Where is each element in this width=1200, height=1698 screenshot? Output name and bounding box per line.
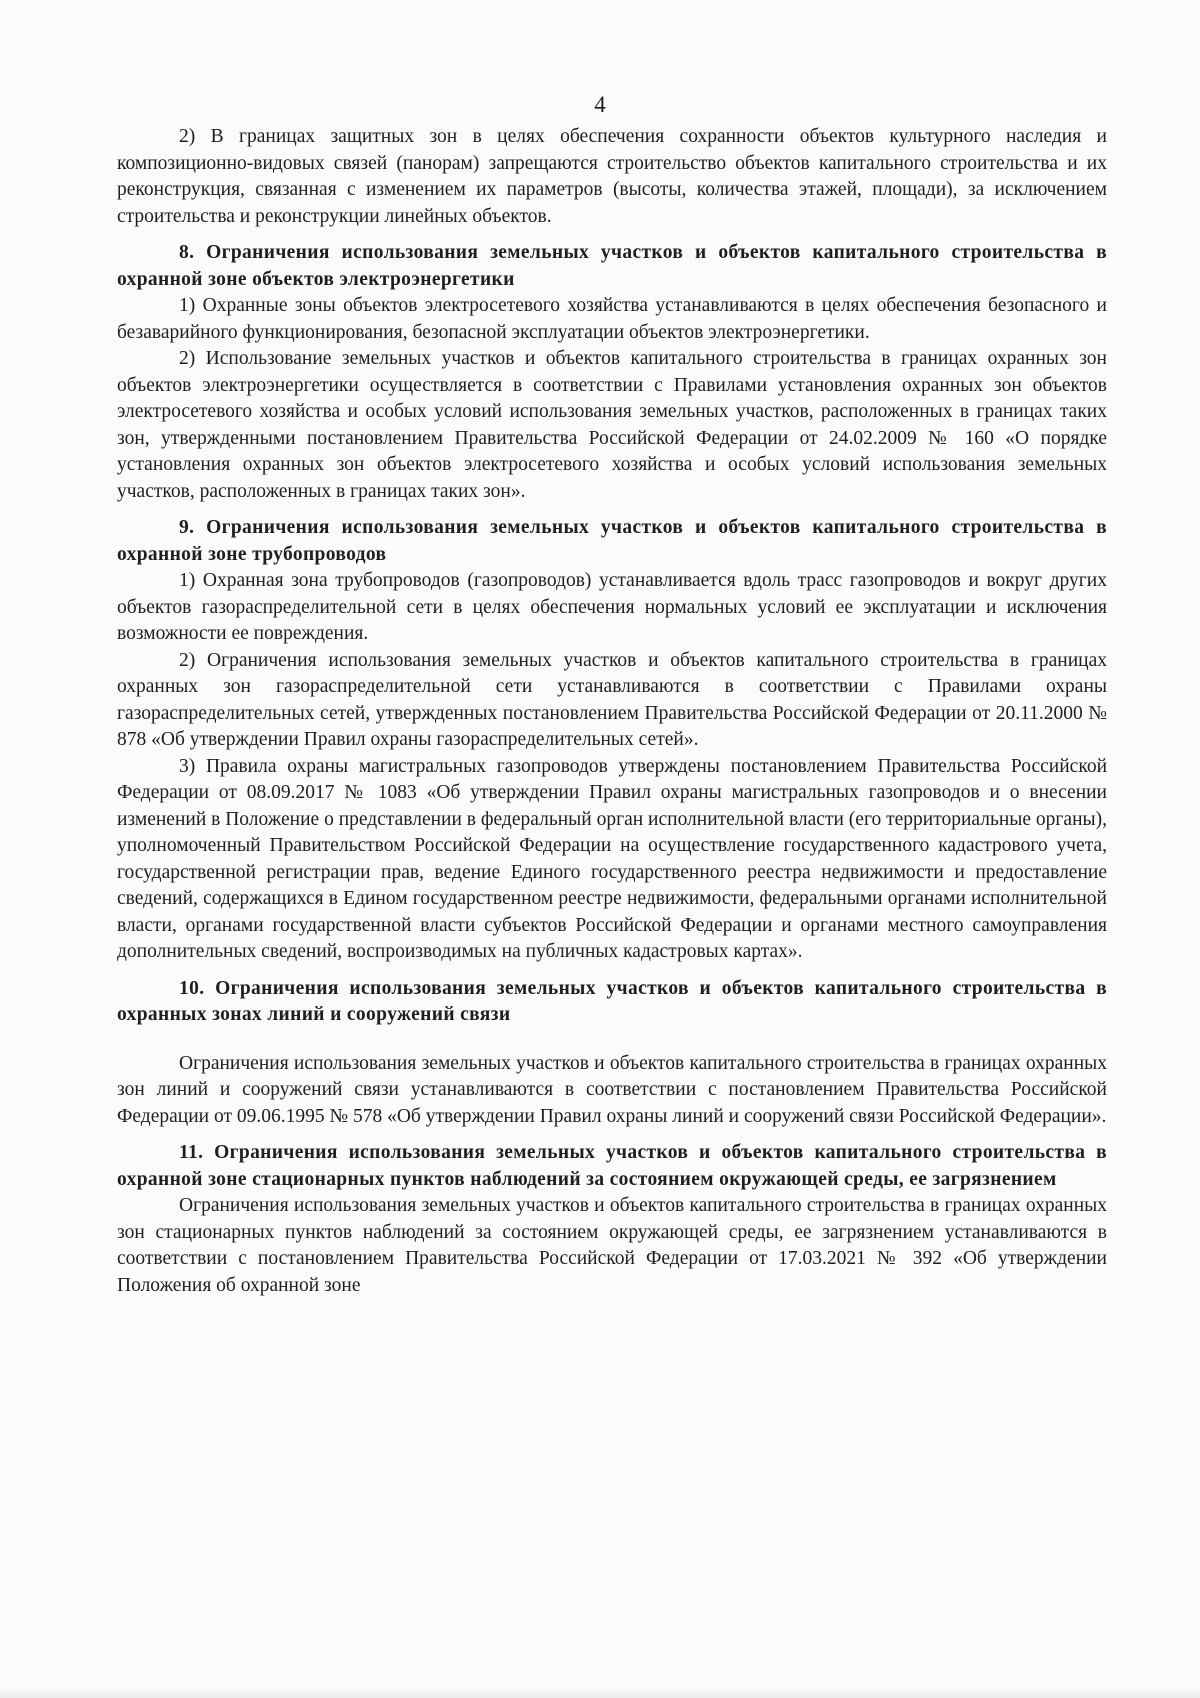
section-10-paragraph-1: Ограничения использования земельных участков и объектов капитального строительства в границах охранных зон линий и сооружений связи устанавливаются в соответствии с постановлением Правительства Российской Федерации от 09.06.1995 № 578 «Об утверждении Правил охраны линий и сооружений связи Российской Федерации». xyxy=(117,1052,1107,1127)
section-9-paragraph-1: 1) Охранная зона трубопроводов (газопроводов) устанавливается вдоль трасс газопроводов и вокруг других объектов газораспределительной сети в целях обеспечения нормальных условий ее эксплуатации и исключения возможности ее повреждения. xyxy=(117,570,1107,644)
section-8-paragraph-1: 1) Охранные зоны объектов электросетевого хозяйства устанавливаются в целях обеспечения безопасного и безаварийного функционирования, безопасной эксплуатации объектов электроэнергетики. xyxy=(117,295,1107,343)
scan-bottom-edge xyxy=(0,1690,1200,1698)
section-9-heading: 9. Ограничения использования земельных участков и объектов капитального строительства в охранной зоне трубопроводов xyxy=(117,517,1107,565)
document-body xyxy=(117,124,1107,1299)
section-9-paragraph-2: 2) Ограничения использования земельных участков и объектов капитального строительства в границах охранных зон газораспределительной сети устанавливаются в соответствии с Правилами охраны газораспределительных сетей, утвержденных постановлением Правительства Российской Федерации от 20.11.2000 № 878 «Об утверждении Правил охраны газораспределительных сетей». xyxy=(117,649,1107,750)
intro-paragraph: 2) В границах защитных зон в целях обеспечения сохранности объектов культурного наследия и композиционно-видовых связей (панорам) запрещаются строительство объектов капитального строительства и их реконструкция, связанная с изменением их параметров (высоты, количества этажей, площади), за исключением строительства и реконструкции линейных объектов. xyxy=(117,126,1107,227)
section-9-paragraph-3: 3) Правила охраны магистральных газопроводов утверждены постановлением Правительства Российской Федерации от 08.09.2017 № 1083 «Об утверждении Правил охраны магистральных газопроводов и о внесении изменений в Положение о представлении в федеральный орган исполнительной власти (его территориальные органы), уполномоченный Правительством Российской Федерации на осуществление государственного кадастрового учета, государственной регистрации прав, ведение Единого государственного реестра недвижимости и предоставление сведений, содержащихся в Едином государственном реестре недвижимости, федеральными органами исполнительной власти, органами государственной власти субъектов Российской Федерации и органами местного самоуправления дополнительных сведений, воспроизводимых на публичных кадастровых картах». xyxy=(117,755,1107,962)
section-11-paragraph-1: Ограничения использования земельных участков и объектов капитального строительства в границах охранных зон стационарных пунктов наблюдений за состоянием окружающей среды, ее загрязнением устанавливаются в соответствии с постановлением Правительства Российской Федерации от 17.03.2021 № 392 «Об утверждении Положения об охранной зоне xyxy=(117,1195,1107,1296)
page-number: 4 xyxy=(594,92,606,117)
section-11-heading: 11. Ограничения использования земельных участков и объектов капитального строительства в охранной зоне стационарных пунктов наблюдений за состоянием окружающей среды, ее загрязнением xyxy=(117,1142,1107,1190)
section-8-heading: 8. Ограничения использования земельных участков и объектов капитального строительства в охранной зоне объектов электроэнергетики xyxy=(117,242,1107,290)
section-10-heading: 10. Ограничения использования земельных участков и объектов капитального строительства в охранных зонах линий и сооружений связи xyxy=(117,977,1107,1025)
section-8-paragraph-2: 2) Использование земельных участков и объектов капитального строительства в границах охранных зон объектов электроэнергетики осуществляется в соответствии с Правилами установления охранных зон объектов электросетевого хозяйства и особых условий использования земельных участков, расположенных в границах таких зон, утвержденными постановлением Правительства Российской Федерации от 24.02.2009 № 160 «О порядке установления охранных зон объектов электросетевого хозяйства и особых условий использования земельных участков, расположенных в границах таких зон». xyxy=(117,348,1107,502)
